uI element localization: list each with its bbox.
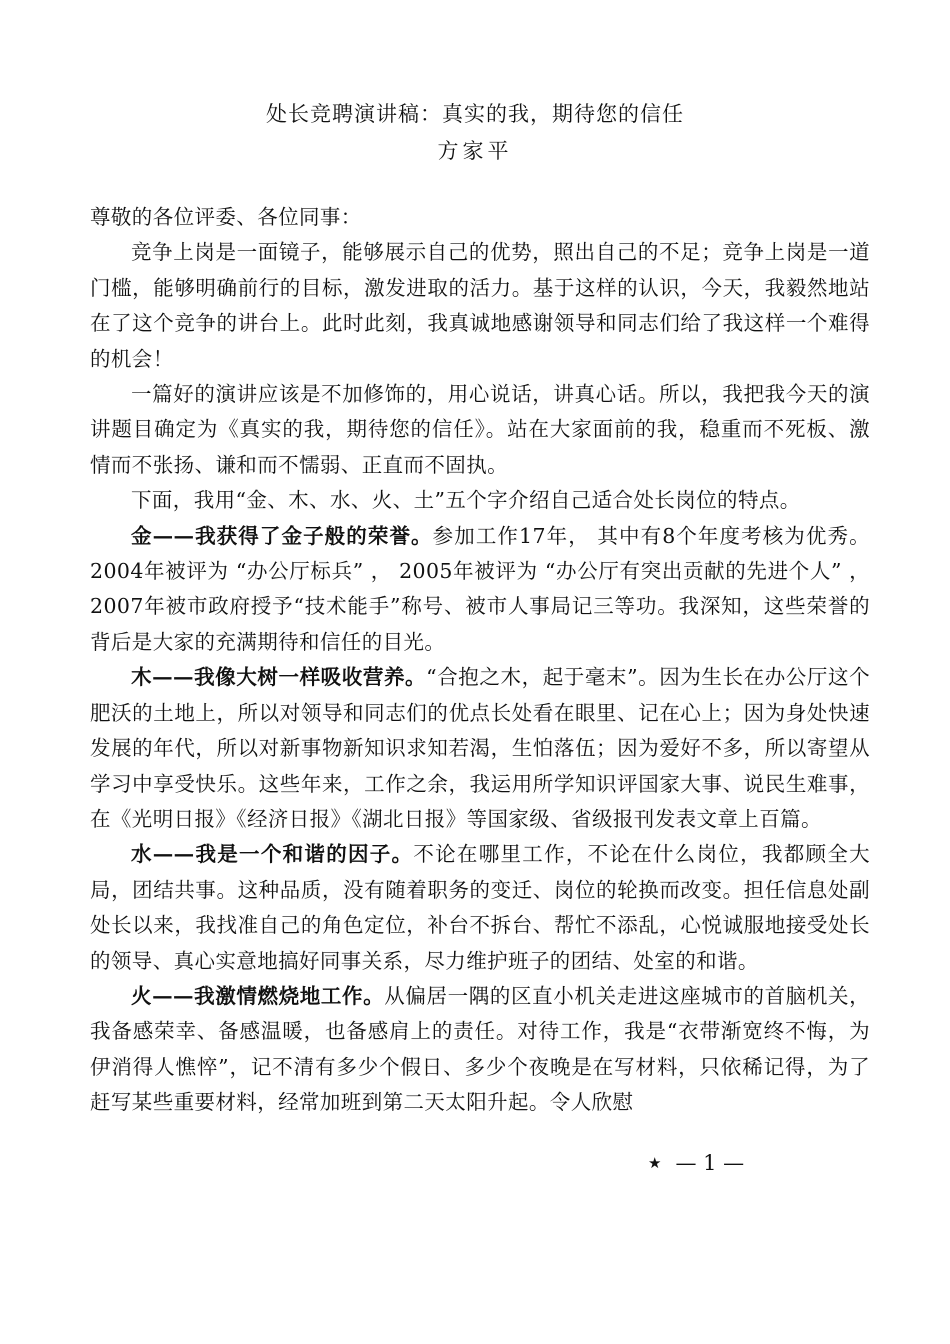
document-author: 方家平 — [437, 139, 513, 163]
section-metal — [90, 519, 870, 661]
document-body — [90, 200, 870, 1121]
paragraph-speech-topic: 一篇好的演讲应该是不加修饰的，用心说话，讲真心话。所以，我把我今天的演讲题目确定为《真实的我，期待您的信任》。站在大家面前的我，稳重而不死板、激情而不张扬、谦和而不懦弱、正直而不固执。 — [90, 382, 870, 477]
star-icon: ★ — [648, 1154, 662, 1172]
section-wood-heading: 木——我像大树一样吸收营养。 — [131, 665, 427, 690]
section-fire-heading: 火——我激情燃烧地工作。 — [131, 983, 385, 1008]
page-number: — 1 — — [675, 1151, 745, 1175]
section-wood-text: “合抱之木，起于毫末”。因为生长在办公厅这个肥沃的土地上，所以对领导和同志们的优点长处看在眼里、记在心上；因为身处快速发展的年代，所以对新事物新知识求知若渴，生怕落伍；因为爱好不多，所以寄望从学习中享受快乐。这些年来，工作之余，我运用所学知识评国家大事、说民生难事，在《光明日报》《经济日报》《湖北日报》等国家级、省级报刊发表文章上百篇。 — [90, 665, 870, 831]
section-metal-text: 参加工作17年， 其中有8个年度考核为优秀。2004年被评为 “办公厅标兵” ， 2005年被评为 “办公厅有突出贡献的先进个人” ，2007年被市政府授予“技术能手”称号、被市人事局记三等功。我深知，这些荣誉的背后是大家的充满期待和信任的目光。 — [90, 523, 870, 654]
document-title: 处长竞聘演讲稿：真实的我，期待您的信任 — [266, 102, 684, 126]
page-footer — [648, 1148, 744, 1178]
paragraph-intro: 竞争上岗是一面镜子，能够展示自己的优势，照出自己的不足；竞争上岗是一道门槛，能够明确前行的目标，激发进取的活力。基于这样的认识，今天，我毅然地站在了这个竞争的讲台上。此时此刻，我真诚地感谢领导和同志们给了我这样一个难得的机会！ — [90, 240, 870, 371]
paragraph-five-elements: 下面，我用“金、木、水、火、土”五个字介绍自己适合处长岗位的特点。 — [131, 488, 801, 513]
section-wood — [90, 660, 870, 837]
section-fire — [90, 979, 870, 1121]
section-water-heading: 水——我是一个和谐的因子。 — [131, 842, 414, 867]
section-water-text: 不论在哪里工作，不论在什么岗位，我都顾全大局，团结共事。这种品质，没有随着职务的变迁、岗位的轮换而改变。担任信息处副处长以来，我找准自己的角色定位，补台不拆台、帮忙不添乱，心悦诚服地接受处长的领导、真心实意地搞好同事关系，尽力维护班子的团结、处室的和谐。 — [90, 842, 871, 973]
salutation: 尊敬的各位评委、各位同事： — [90, 205, 362, 229]
section-fire-text: 从偏居一隅的区直小机关走进这座城市的首脑机关，我备感荣幸、备感温暖，也备感肩上的责任。对待工作，我是“衣带渐宽终不悔，为伊消得人憔悴”，记不清有多少个假日、多少个夜晚是在写材料，只依稀记得，为了赶写某些重要材料，经常加班到第二天太阳升起。令人欣慰 — [90, 983, 870, 1115]
section-water — [90, 837, 870, 979]
section-metal-heading: 金——我获得了金子般的荣誉。 — [131, 523, 433, 548]
